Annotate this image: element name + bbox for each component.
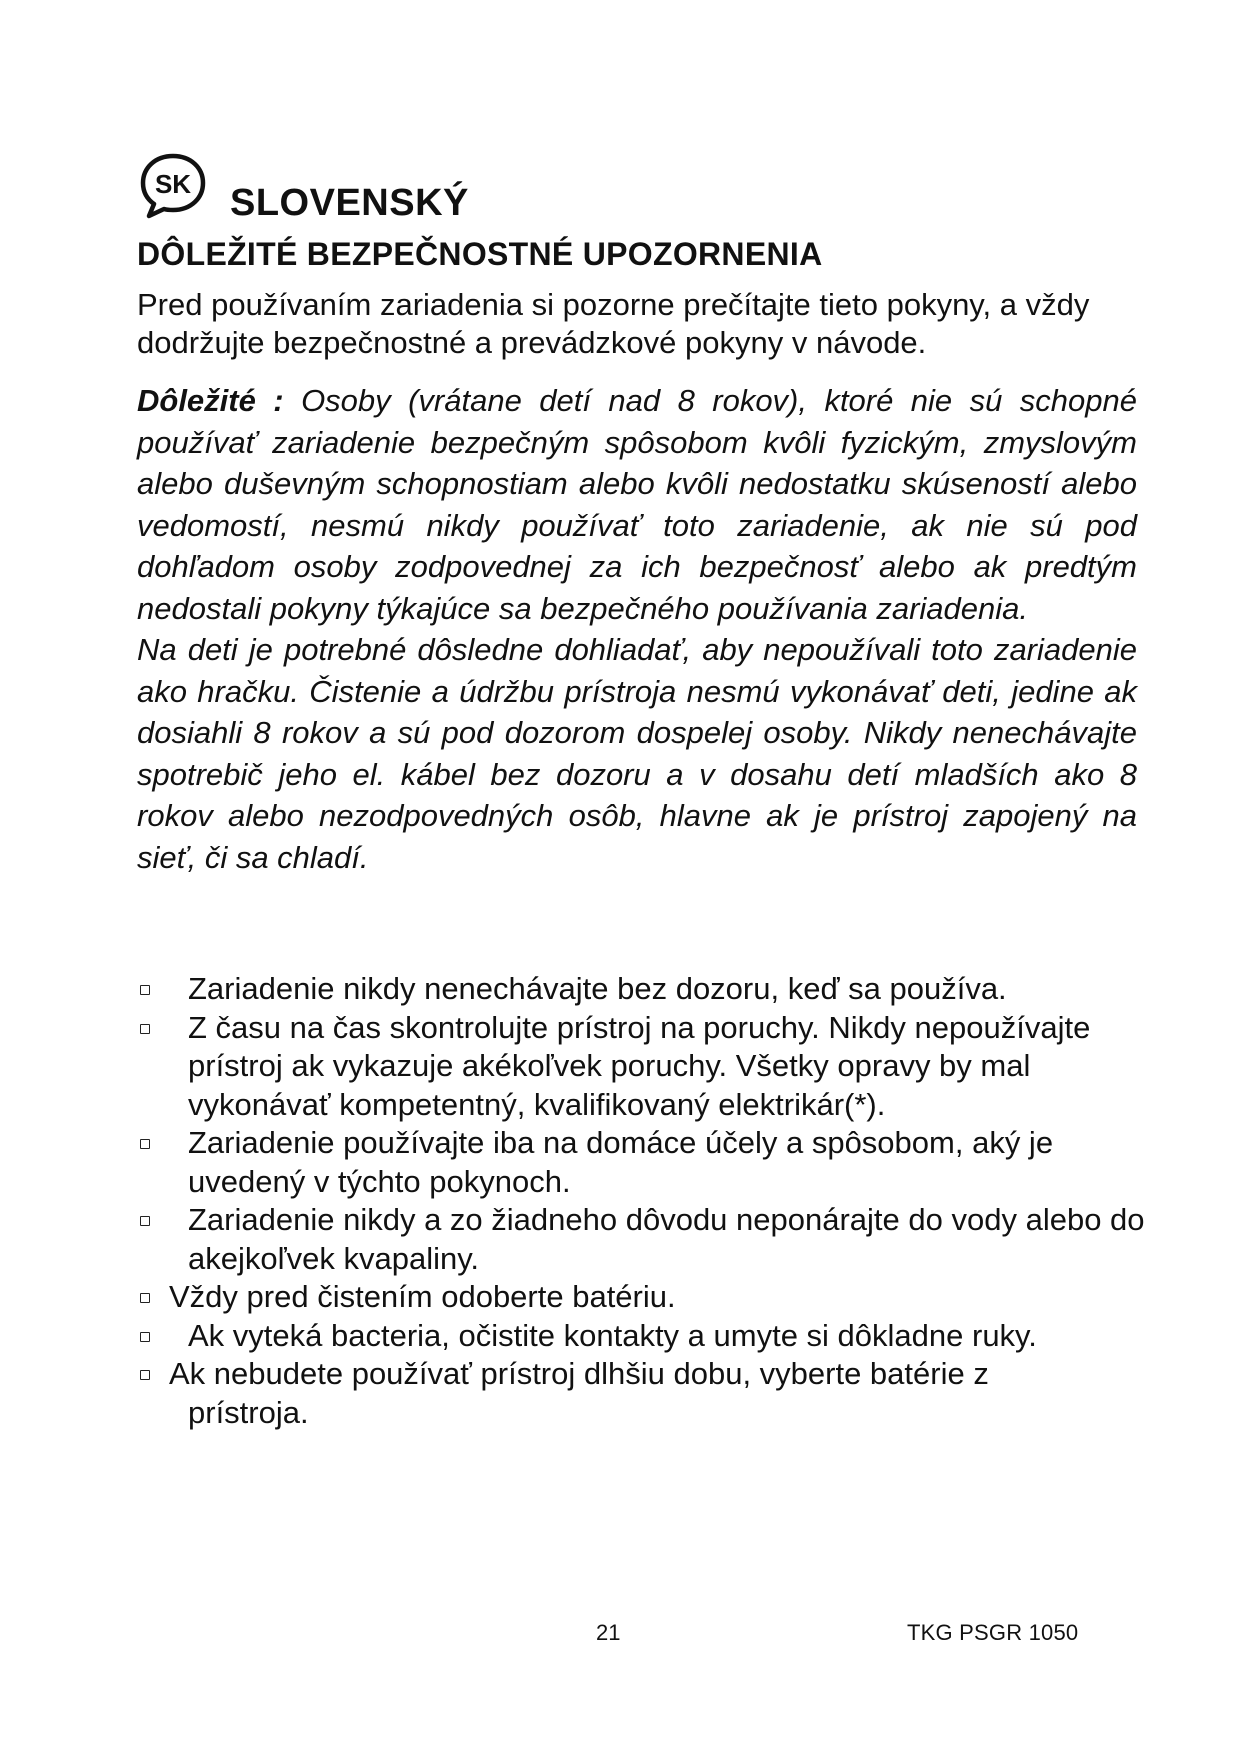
safety-bullet-list xyxy=(137,970,1147,1432)
list-item: Ak nebudete používať prístroj dlhšiu dobu, vyberte batérie z prístroja. xyxy=(137,1355,1147,1432)
checkbox-bullet-icon xyxy=(140,1332,150,1342)
warning-lead: Dôležité : xyxy=(137,383,284,418)
checkbox-bullet-icon xyxy=(140,1024,150,1034)
checkbox-bullet-icon xyxy=(140,1139,150,1149)
list-item: Zariadenie používajte iba na domáce účely a spôsobom, aký je uvedený v týchto pokynoch. xyxy=(137,1124,1147,1201)
list-item: Vždy pred čistením odoberte batériu. xyxy=(137,1278,1147,1317)
warning-paragraph xyxy=(137,380,1137,878)
list-item: Ak vyteká bacteria, očistite kontakty a umyte si dôkladne ruky. xyxy=(137,1317,1147,1356)
list-item: Z času na čas skontrolujte prístroj na poruchy. Nikdy nepoužívajte prístroj ak vykazuje akékoľvek poruchy. Všetky opravy by mal vykonávať kompetentný, kvalifikovaný elektrikár(*). xyxy=(137,1009,1147,1125)
checkbox-bullet-icon xyxy=(140,1293,150,1303)
badge-text: SK xyxy=(154,169,192,199)
model-number: TKG PSGR 1050 xyxy=(907,1620,1079,1645)
checkbox-bullet-icon xyxy=(140,1216,150,1226)
section-heading: DÔLEŽITÉ BEZPEČNOSTNÉ UPOZORNENIA xyxy=(137,236,823,272)
list-item: Zariadenie nikdy nenechávajte bez dozoru, keď sa používa. xyxy=(137,970,1147,1009)
list-item: Zariadenie nikdy a zo žiadneho dôvodu neponárajte do vody alebo do akejkoľvek kvapaliny. xyxy=(137,1201,1147,1278)
checkbox-bullet-icon xyxy=(140,985,150,995)
language-title: SLOVENSKÝ xyxy=(230,182,469,224)
speech-bubble-icon xyxy=(137,150,209,222)
page-number: 21 xyxy=(596,1620,621,1645)
intro-paragraph: Pred používaním zariadenia si pozorne prečítajte tieto pokyny, a vždy dodržujte bezpečnostné a prevádzkové pokyny v návode. xyxy=(137,287,1090,360)
checkbox-bullet-icon xyxy=(140,1370,150,1380)
warning-text-children: Na deti je potrebné dôsledne dohliadať, aby nepoužívali toto zariadenie ako hračku. Čistenie a údržbu prístroja nesmú vykonávať deti, jedine ak dosiahli 8 rokov a sú pod dozorom dospelej osoby. Nikdy nenechávajte spotrebič jeho el. kábel bez dozoru a v dosahu detí mladších ako 8 rokov alebo nezodpovedných osôb, hlavne ak je prístroj zapojený na sieť, či sa chladí. xyxy=(137,632,1137,875)
warning-text: Osoby (vrátane detí nad 8 rokov), ktoré nie sú schopné používať zariadenie bezpečným spôsobom kvôli fyzickým, zmyslovým alebo duševným schopnostiam alebo kvôli nedostatku skúseností alebo vedomostí, nesmú nikdy používať toto zariadenie, ak nie sú pod dohľadom osoby zodpovednej za ich bezpečnosť alebo ak predtým nedostali pokyny týkajúce sa bezpečného používania zariadenia. xyxy=(137,383,1137,626)
